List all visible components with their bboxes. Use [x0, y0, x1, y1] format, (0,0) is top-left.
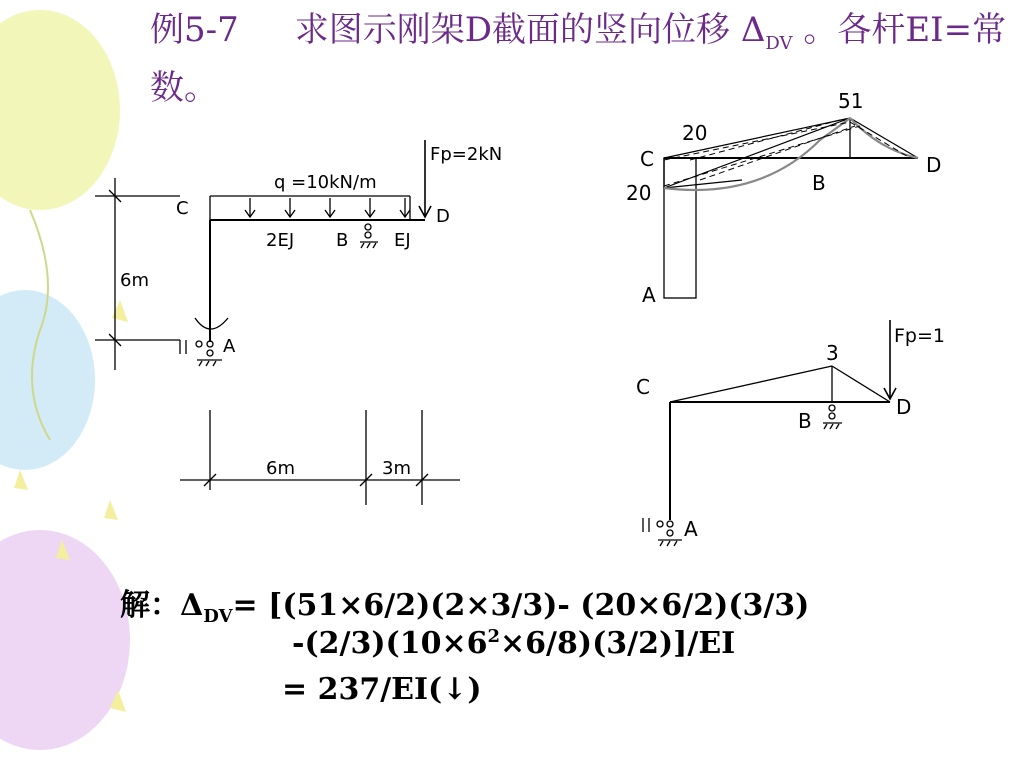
solution-expr-2a: -(2/3)(10×6	[292, 626, 488, 661]
dim-width-2: 3m	[382, 458, 411, 479]
u-node-d-label: D	[896, 395, 912, 419]
m-node-b-label: B	[812, 171, 826, 195]
moment-peak-value: 51	[838, 89, 864, 113]
moment-c-top-value: 20	[682, 121, 708, 145]
node-d-label: D	[436, 206, 450, 227]
node-b-label: B	[336, 230, 349, 251]
u-node-c-label: C	[636, 375, 650, 399]
m-node-d-label: D	[926, 153, 942, 177]
dim-height: 6m	[120, 270, 149, 291]
node-a-label: A	[223, 336, 236, 357]
stiffness-2ej: 2EJ	[266, 230, 295, 251]
solution-exponent: 2	[487, 626, 501, 647]
delta-symbol: Δ	[740, 10, 766, 50]
node-c-label: C	[176, 198, 189, 219]
load-q-label: q =10kN/m	[274, 172, 377, 193]
solution-result: = 237/EI(↓)	[282, 672, 482, 707]
solution-delta: Δ	[180, 588, 204, 623]
u-node-a-label: A	[684, 517, 698, 541]
solution-expr-2b: ×6/8)(3/2)]/EI	[500, 626, 736, 661]
u-node-b-label: B	[798, 409, 812, 433]
solution-line-1	[120, 580, 809, 627]
title-text: 求图示刚架D截面的竖向位移	[294, 10, 731, 50]
unit-load-label: Fp=1	[894, 325, 945, 347]
m-node-c-label: C	[640, 147, 654, 171]
solution-delta-sub: DV	[203, 606, 233, 627]
example-number: 例5-7	[150, 10, 239, 50]
moment-c-left-value: 20	[626, 181, 652, 205]
solution-line-2	[292, 626, 735, 661]
delta-subscript: DV	[765, 32, 793, 54]
solution-expr-1: = [(51×6/2)(2×3/3)- (20×6/2)(3/3)	[232, 588, 810, 623]
stiffness-ej: EJ	[394, 230, 411, 251]
title-text-2: 。各杆EI=常数。	[150, 10, 1007, 108]
unit-peak-value: 3	[826, 341, 839, 365]
load-p-label: Fp=2kN	[430, 144, 503, 165]
dim-width-1: 6m	[266, 458, 295, 479]
m-node-a-label: A	[642, 283, 656, 307]
solution-prefix: 解：	[120, 588, 180, 623]
